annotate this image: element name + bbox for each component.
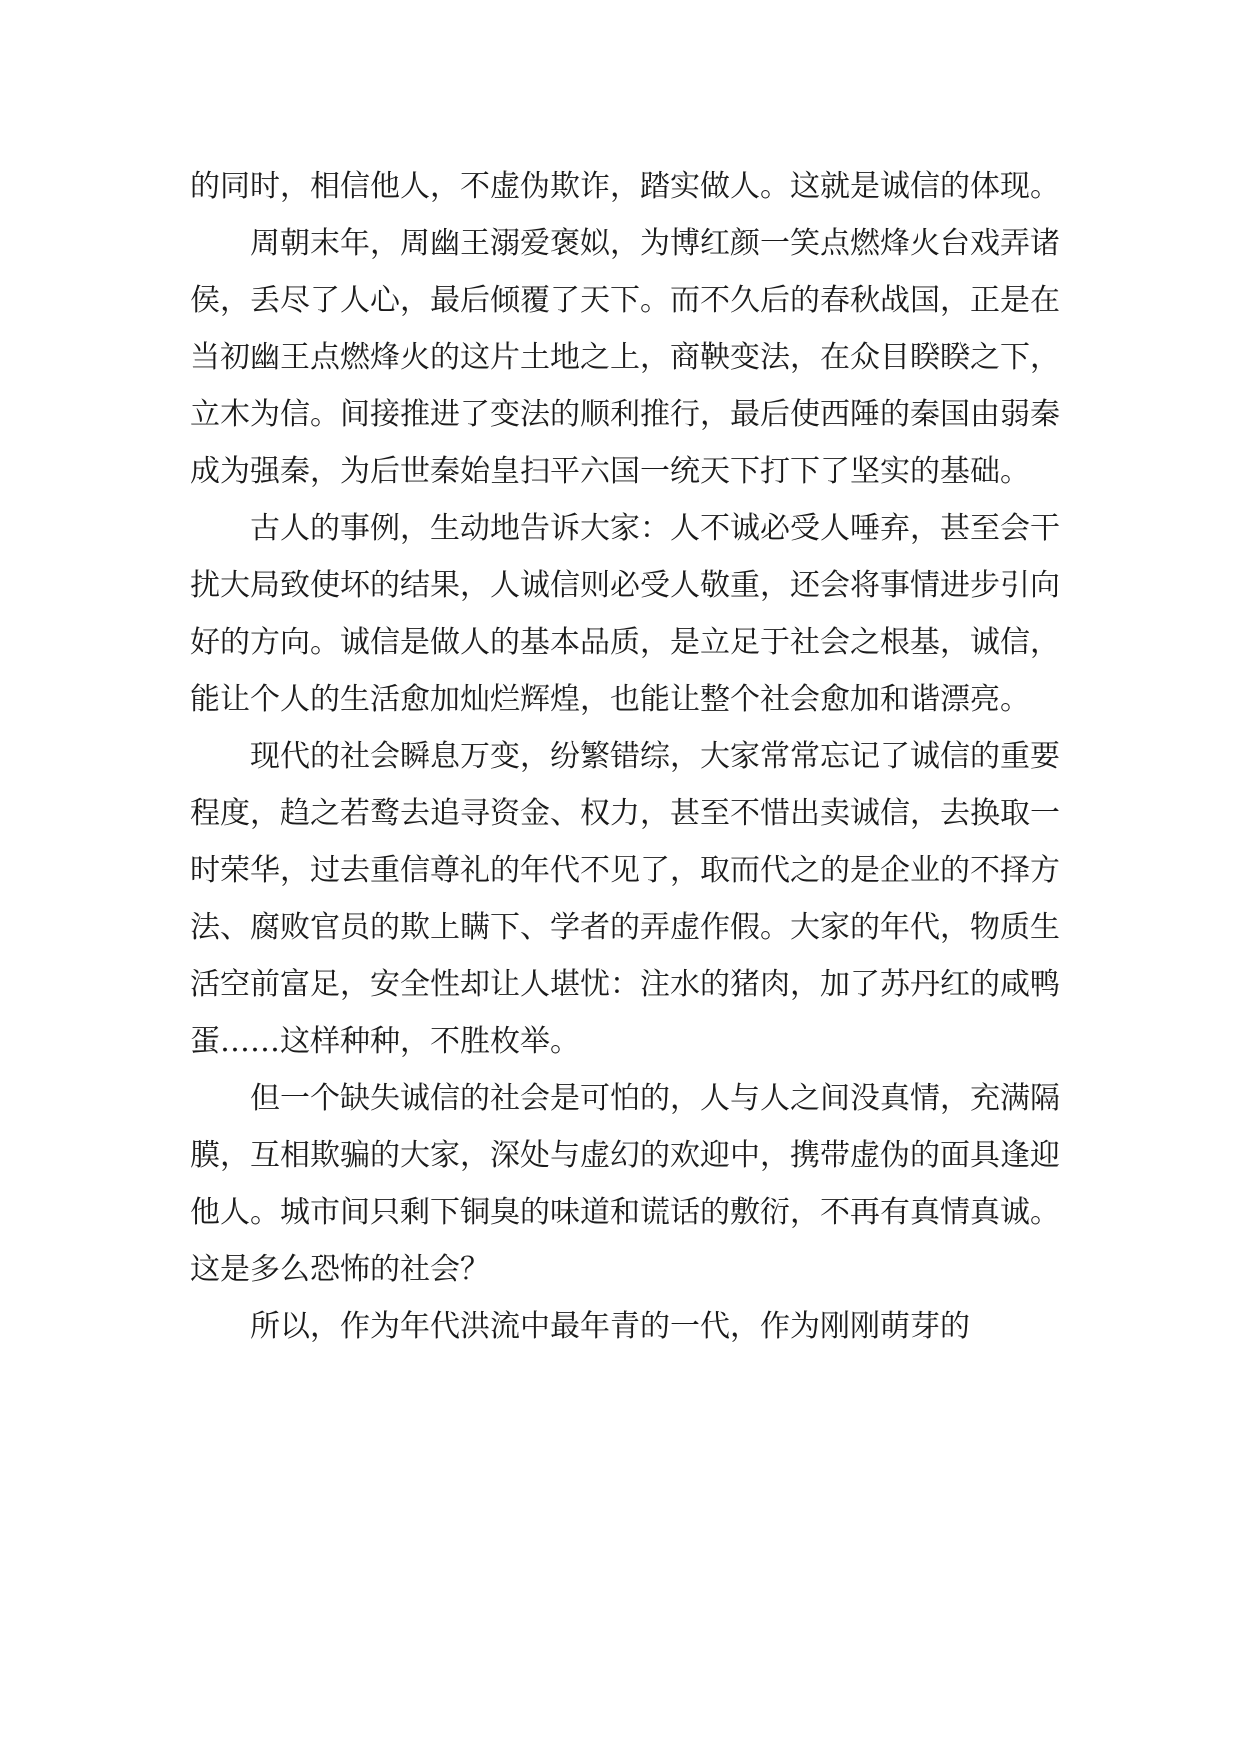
- paragraph-5: 但一个缺失诚信的社会是可怕的，人与人之间没真情，充满隔膜，互相欺骗的大家，深处与虚幻的欢迎中，携带虚伪的面具逢迎他人。城市间只剩下铜臭的味道和谎话的敷衍，不再有真情真诚。这是多么恐怖的社会？: [190, 1081, 1060, 1287]
- paragraph-2: 周朝末年，周幽王溺爱褒姒，为博红颜一笑点燃烽火台戏弄诸侯，丢尽了人心，最后倾覆了天下。而不久后的春秋战国，正是在当初幽王点燃烽火的这片土地之上，商鞅变法，在众目睽睽之下，立木为信。间接推进了变法的顺利推行，最后使西陲的秦国由弱秦成为强秦，为后世秦始皇扫平六国一统天下打下了坚实的基础。: [190, 226, 1060, 489]
- paragraph-4: 现代的社会瞬息万变，纷繁错综，大家常常忘记了诚信的重要程度，趋之若鹜去追寻资金、权力，甚至不惜出卖诚信，去换取一时荣华，过去重信尊礼的年代不见了，取而代之的是企业的不择方法、腐败官员的欺上瞒下、学者的弄虚作假。大家的年代，物质生活空前富足，安全性却让人堪忧：注水的猪肉，加了苏丹红的咸鸭蛋……这样种种，不胜枚举。: [190, 739, 1060, 1059]
- paragraph-3: 古人的事例，生动地告诉大家：人不诚必受人唾弃，甚至会干扰大局致使坏的结果，人诚信则必受人敬重，还会将事情进步引向好的方向。诚信是做人的基本品质，是立足于社会之根基，诚信，能让个人的生活愈加灿烂辉煌，也能让整个社会愈加和谐漂亮。: [190, 511, 1060, 717]
- paragraph-6: 所以，作为年代洪流中最年青的一代，作为刚刚萌芽的: [250, 1309, 970, 1344]
- paragraph-1: 的同时，相信他人，不虚伪欺诈，踏实做人。这就是诚信的体现。: [190, 169, 1060, 204]
- document-body: [190, 158, 1060, 1355]
